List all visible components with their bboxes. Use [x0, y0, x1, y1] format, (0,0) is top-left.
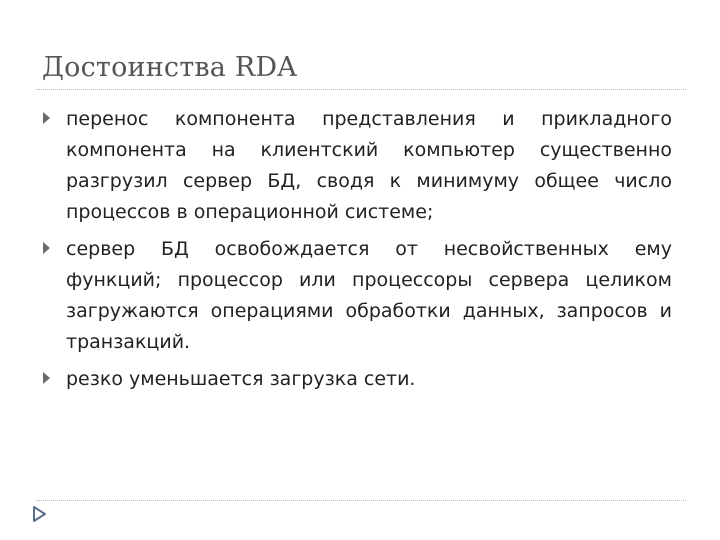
title-divider	[36, 89, 686, 90]
bullet-item	[40, 234, 672, 358]
bullet-item	[40, 104, 672, 228]
slide-title: Достоинства RDA	[42, 52, 297, 83]
bullet-item	[40, 364, 672, 395]
bullet-text: перенос компонента представления и прикладного компонента на клиентский компьютер существенно разгрузил сервер БД, сводя к минимуму общее число процессов в операционной системе;	[66, 108, 672, 223]
triangle-bullet-icon	[43, 242, 50, 254]
bullet-text: резко уменьшается загрузка сети.	[66, 368, 416, 390]
slide-nav-arrow-icon[interactable]	[33, 506, 47, 527]
footer-divider	[36, 500, 686, 501]
triangle-bullet-icon	[43, 112, 50, 124]
bullet-text: сервер БД освобождается от несвойственных ему функций; процессор или процессоры сервера целиком загружаются операциями обработки данных, запросов и транзакций.	[66, 238, 672, 353]
bullet-list	[40, 104, 672, 401]
triangle-bullet-icon	[43, 372, 50, 384]
